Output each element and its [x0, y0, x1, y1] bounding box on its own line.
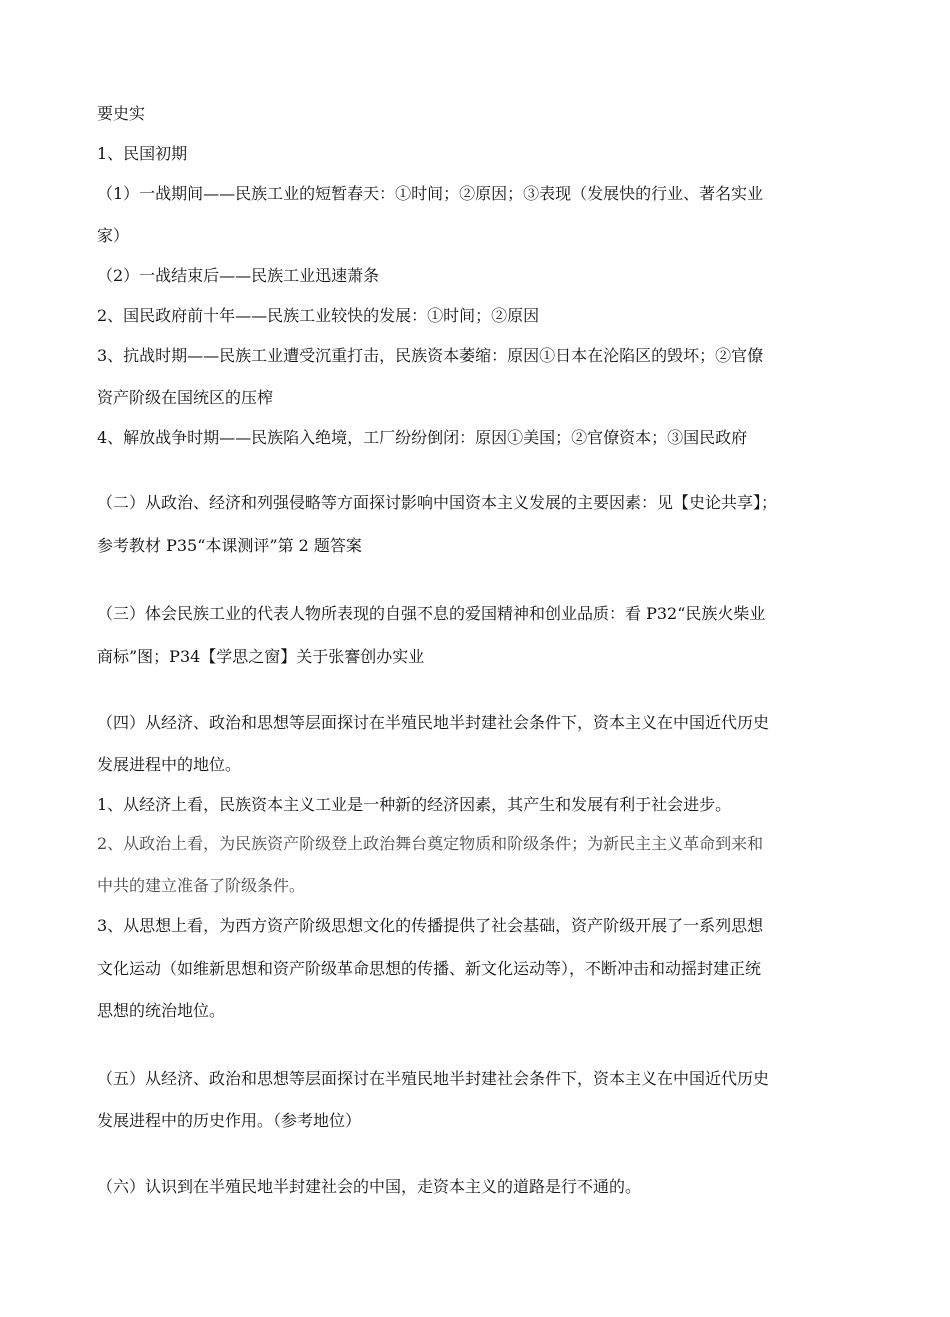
text-line: 1、从经济上看，民族资本主义工业是一种新的经济因素，其产生和发展有利于社会进步。 [97, 795, 732, 814]
text-line: 4、解放战争时期——民族陷入绝境，工厂纷纷倒闭：原因①美国；②官僚资本；③国民政府 [97, 428, 748, 447]
text-line: （五）从经济、政治和思想等层面探讨在半殖民地半封建社会条件下，资本主义在中国近代历史 [97, 1069, 770, 1088]
text-line: （六）认识到在半殖民地半封建社会的中国，走资本主义的道路是行不通的。 [97, 1177, 642, 1196]
text-line: 2、国民政府前十年——民族工业较快的发展：①时间；②原因 [97, 306, 540, 325]
text-line: 2、从政治上看，为民族资产阶级登上政治舞台奠定物质和阶级条件；为新民主主义革命到来和 [97, 834, 764, 853]
text-line: 家） [97, 226, 130, 245]
text-line: 3、从思想上看，为西方资产阶级思想文化的传播提供了社会基础，资产阶级开展了一系列思想 [97, 916, 764, 935]
text-line: 发展进程中的历史作用。（参考地位） [97, 1111, 362, 1130]
text-line: 中共的建立准备了阶级条件。 [97, 876, 306, 895]
text-line: （四）从经济、政治和思想等层面探讨在半殖民地半封建社会条件下，资本主义在中国近代历史 [97, 713, 770, 732]
text-line: （1）一战期间——民族工业的短暂春天：①时间；②原因；③表现（发展快的行业、著名实业 [97, 184, 764, 203]
text-line: 参考教材 P35“本课测评”第 2 题答案 [97, 536, 362, 555]
text-line: 要史实 [97, 104, 146, 123]
text-line: 资产阶级在国统区的压榨 [97, 388, 274, 407]
text-line: （2）一战结束后——民族工业迅速萧条 [97, 266, 380, 285]
text-line: 商标”图；P34【学思之窗】关于张謇创办实业 [97, 647, 425, 666]
text-line: 思想的统治地位。 [97, 1001, 226, 1020]
text-line: （三）体会民族工业的代表人物所表现的自强不息的爱国精神和创业品质：看 P32“民族火柴业 [97, 604, 766, 623]
text-line: 3、抗战时期——民族工业遭受沉重打击，民族资本萎缩：原因①日本在沦陷区的毁坏；②官僚 [97, 346, 764, 365]
text-line: 发展进程中的地位。 [97, 755, 242, 774]
text-line: 文化运动（如维新思想和资产阶级革命思想的传播、新文化运动等），不断冲击和动摇封建正统 [97, 959, 762, 978]
text-line: 1、民国初期 [97, 144, 188, 163]
text-line: （二）从政治、经济和列强侵略等方面探讨影响中国资本主义发展的主要因素：见【史论共享】； [97, 493, 778, 512]
